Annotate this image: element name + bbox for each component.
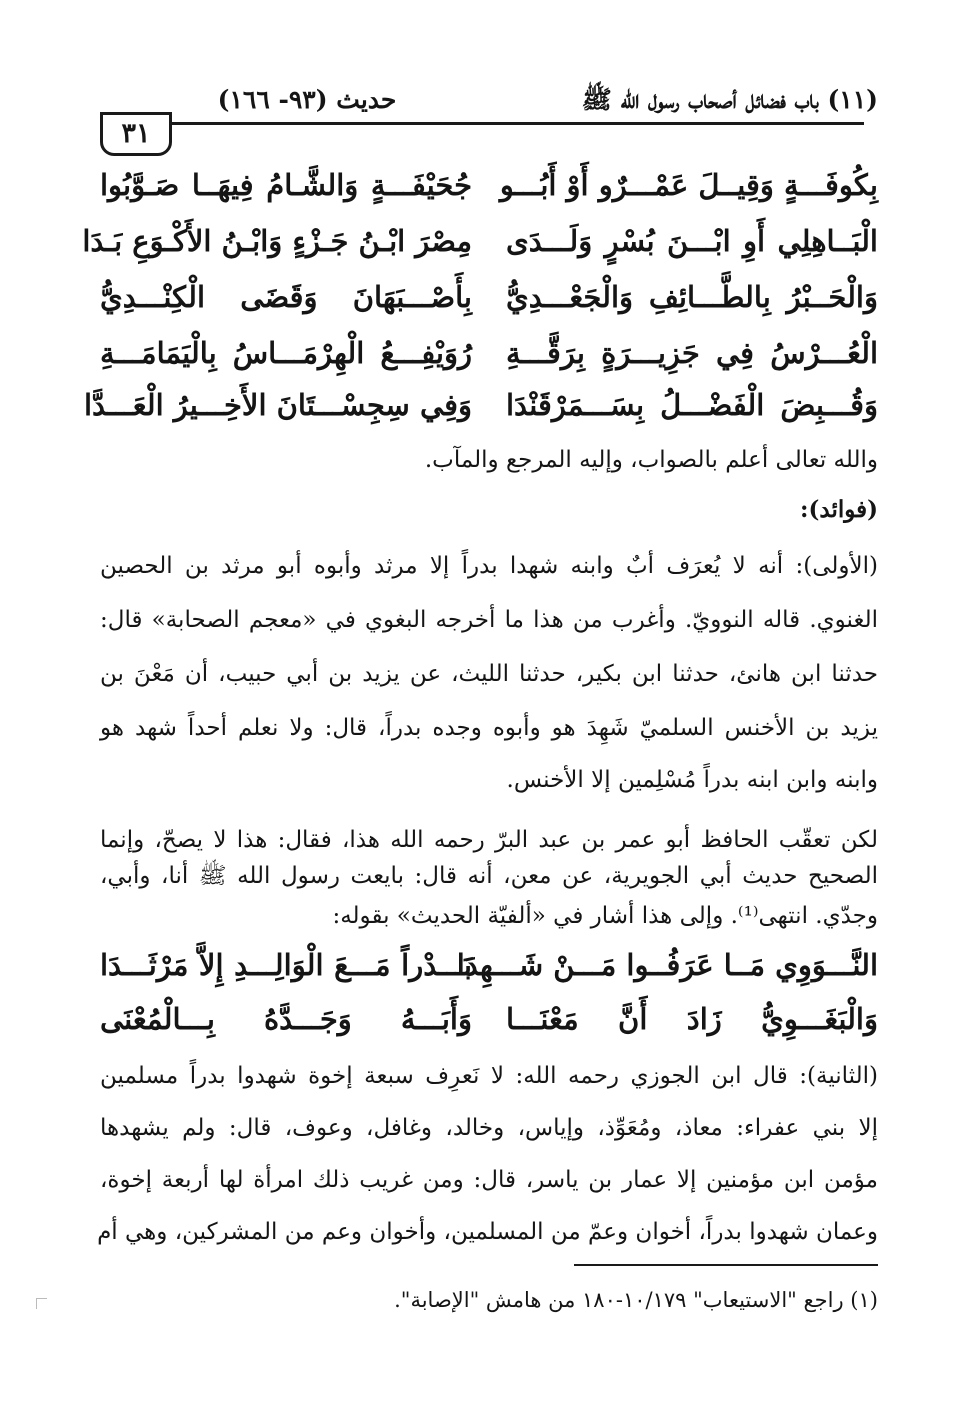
verse-first-half: الْبَــاهِلِي أَوِ ابْـــنَ بُسْرٍ وَلَـــدَى [506, 224, 878, 258]
verse-second-half: وَأَبَـــهُ وَجَـــدَّهُ بِـــالْمُعْنَى [100, 1002, 472, 1036]
verse-second-half: وَفِي سِجِسْـــتَانَ الأَخِـــيرُ الْعَـــدَّا [83, 388, 472, 422]
verse-first-half: بِكُوفَـــةٍ وَقِيــلَ عَمْـــرٌو أَوْ أَبُـــو [499, 168, 878, 202]
scan-corner-mark [36, 1298, 47, 1309]
footnote: (١) راجع "الاستيعاب" ١٠/١٧٩-١٨٠ من هامش "الإصابة". [394, 1288, 878, 1312]
paragraph-line: وجدّي. انتهى⁽¹⁾. وإلى هذا أشار في «ألفيّة الحديث» بقوله: [332, 903, 878, 929]
verse-first-half: وَقُـــبِضَ الْفَضْـــلُ بِسَـــمَرْقَنْدَا [506, 388, 878, 422]
hadith-range: حديث (٩٣- ١٦٦) [217, 85, 397, 114]
poem-verse [83, 378, 878, 432]
poem-verse [100, 938, 878, 992]
verse-second-half: مِصْرَ ابْـنُ جَـزْءٍ وَابْـنُ الأَكْـوَعِ بَـدَا [82, 224, 472, 258]
paragraph-line: وعمان شهدوا بدراً، أخوان وعمّ من المسلمين، وأخوان وعم من المشركين، وهي أم [97, 1219, 878, 1245]
paragraph-line: وابنه وابن ابنه بدراً مُسْلِمين إلا الأخنس. [506, 767, 878, 793]
poem-verse [100, 270, 878, 324]
verse-second-half: بِأَصْـــبَهَانَ وَقَضَى الْكِنْـــدِيُّ [100, 280, 472, 314]
paragraph-line: الصحيح حديث أبي الجويرية، عن معن، أنه قال: بايعت رسول الله ﷺ أنا، وأبي، [100, 863, 878, 889]
paragraph-line: يزيد بن الأخنس السلميّ شَهِدَ هو وأبوه وجده بدراً، قال: ولا نعلم أحداً شهد هو [100, 715, 878, 741]
paragraph-line: لكن تعقّب الحافظ أبو عمر بن عبد البرّ رحمه الله هذا، فقال: هذا لا يصحّ، وإنما [100, 827, 878, 853]
verse-second-half: رُوَيْفِـــعُ الْهِرْمَـــاسُ بِالْيَمَامَـــةِ [100, 336, 472, 370]
poem-verse [82, 214, 878, 268]
verse-second-half: جُحَيْفَـــةٍ وَالشَّـامُ فِيهَــا صَـوَّبُوا [100, 168, 472, 202]
paragraph-line: (الأولى): أنه لا يُعرَف أبٌ وابنه شهدا بدراً إلا مرثد وأبوه أبو مرثد بن الحصين [100, 553, 878, 579]
poem-verse [100, 158, 878, 212]
paragraph-line: الغنوي. قاله النوويّ. وأغرب من هذا ما أخرجه البغوي في «معجم الصحابة» قال: [100, 607, 878, 633]
verse-second-half: بَـــدْراً مَـــعَ الْوَالِـــدِ إِلاَّ مَرْثَـــدَا [100, 948, 472, 982]
verse-first-half: وَالْحَــبْرُ بِالطَّـــائِفِ وَالْجَعْـــدِيُّ [506, 280, 878, 314]
paragraph-line: حدثنا ابن هانئ، حدثنا ابن بكير، حدثنا الليث، عن يزيد بن أبي حبيب، أن مَعْنَ بن [100, 661, 878, 687]
chapter-title: (١١) باب فضائل أصحاب رسول الله ﷺ [581, 85, 878, 114]
poem-verse [100, 992, 878, 1046]
verse-first-half: وَالْبَغَـــوِيُّ زَادَ أَنَّ مَعْنَـــا [506, 1002, 878, 1036]
paragraph-line: مؤمن ابن مؤمنين إلا عمار بن ياسر، قال: ومن غريب ذلك امرأة لها أربعة إخوة، [100, 1167, 878, 1193]
poem-verse [100, 326, 878, 380]
header-rule [172, 122, 864, 125]
benefits-heading: (فوائد): [800, 496, 878, 523]
closing-line: والله تعالى أعلم بالصواب، وإليه المرجع والمآب. [424, 447, 878, 473]
paragraph-line: (الثانية): قال ابن الجوزي رحمه الله: لا نَعرِف سبعة إخوة شهدوا بدراً مسلمين [100, 1063, 878, 1089]
verse-first-half: الْعُـــرْسُ فِي جَزِيـــرَةٍ بِرَقَّـــةِ [506, 336, 878, 370]
verse-first-half: النَّـــوَوِي مَــا عَرَفُــوا مَـــنْ شَـــهِدَا [456, 948, 878, 982]
paragraph-line: إلا بني عفراء: معاذ، ومُعَوِّذ، وإياس، وخالد، وغافل، وعوف، قال: ولم يشهدها [100, 1115, 878, 1141]
footnote-separator [574, 1264, 878, 1266]
page-number: ٣١ [100, 112, 172, 156]
